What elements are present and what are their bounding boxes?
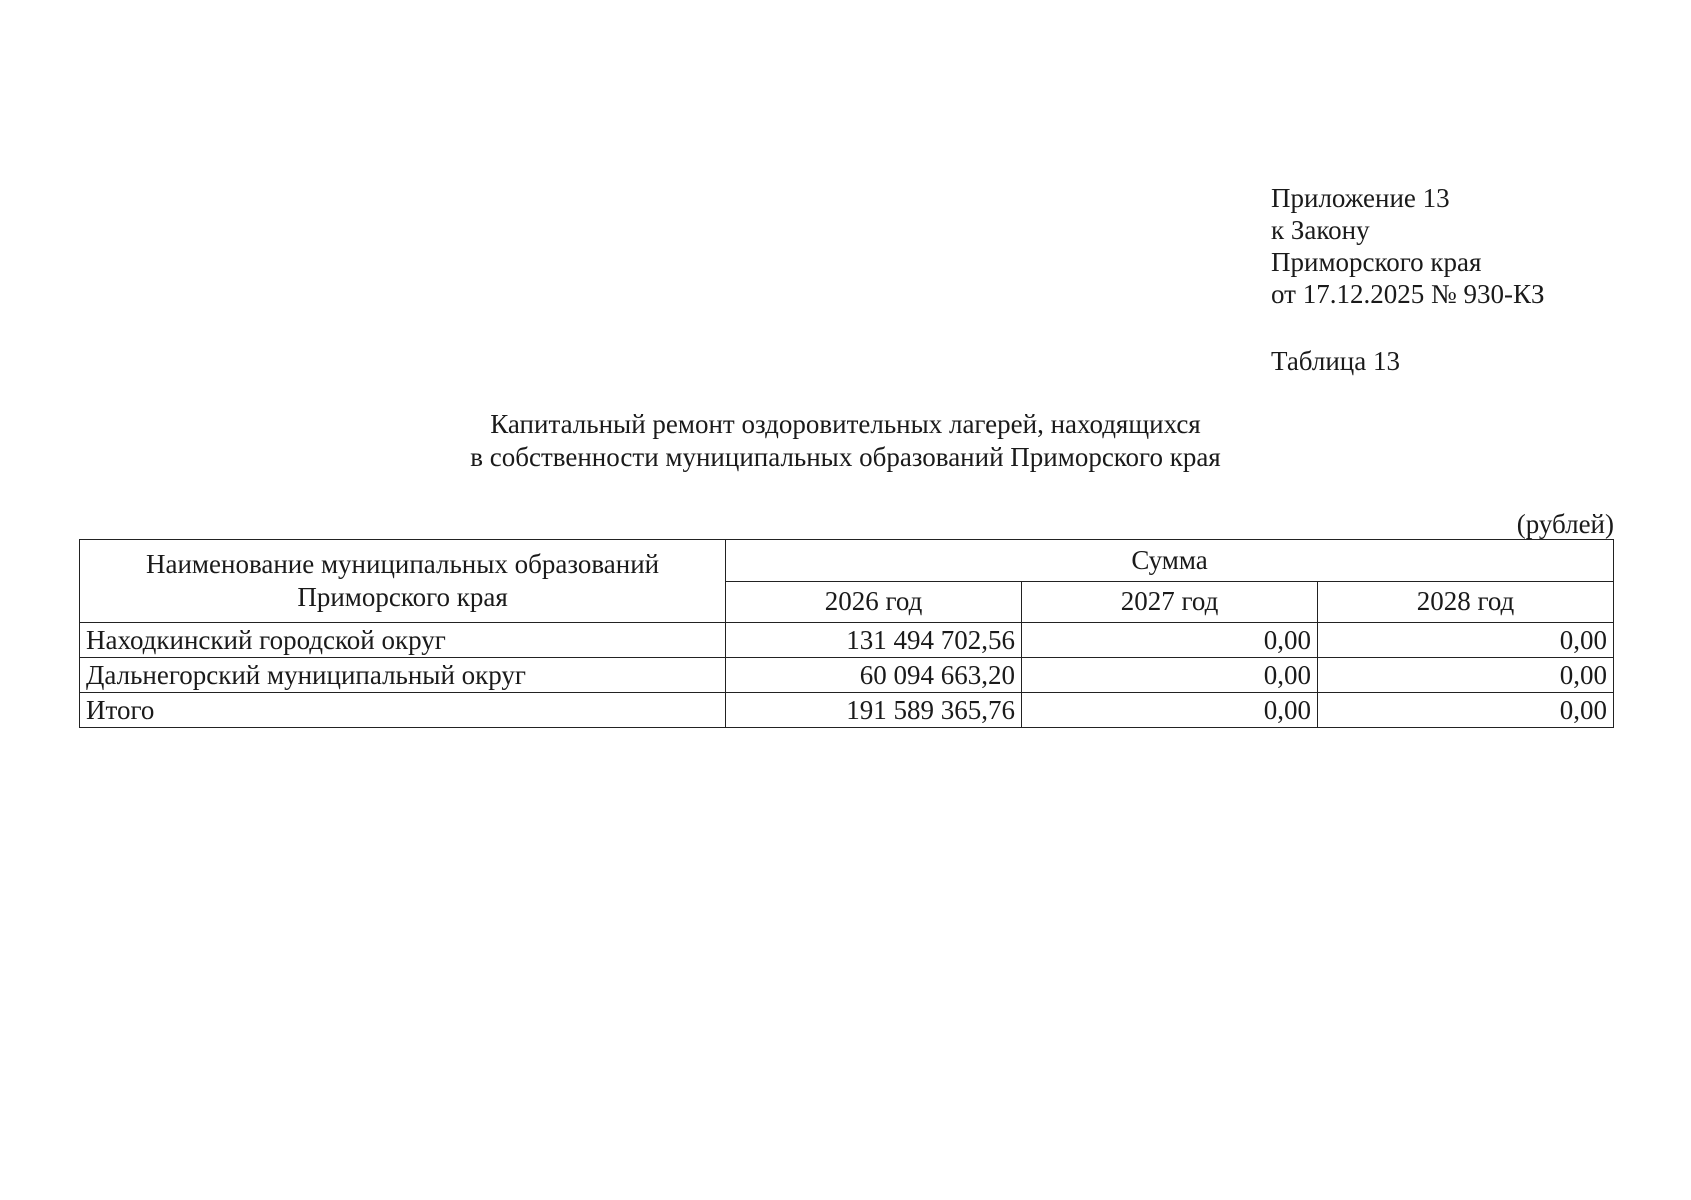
- appendix-line: от 17.12.2025 № 930-КЗ: [1271, 279, 1545, 309]
- table-total-row: [80, 693, 1614, 728]
- appendix-line: Приморского края: [1271, 247, 1482, 277]
- header-year-2028: 2028 год: [1318, 581, 1614, 623]
- appendix-line: Приложение 13: [1271, 183, 1450, 213]
- total-name-cell: Итого: [80, 693, 726, 728]
- table-header-row: [80, 540, 1614, 582]
- title-line-1: Капитальный ремонт оздоровительных лагерей, находящихся: [490, 409, 1201, 439]
- row-name-cell: Находкинский городской округ: [80, 623, 726, 658]
- table-number-label: Таблица 13: [1271, 346, 1400, 376]
- table-row: [80, 623, 1614, 658]
- appendix-block: [1271, 182, 1544, 310]
- row-value-cell: 0,00: [1022, 658, 1318, 693]
- appendix-line: к Закону: [1271, 215, 1370, 245]
- header-sum-cell: Сумма: [726, 540, 1614, 582]
- total-value-cell: 191 589 365,76: [726, 693, 1022, 728]
- units-label: (рублей): [1516, 509, 1614, 539]
- row-value-cell: 131 494 702,56: [726, 623, 1022, 658]
- header-year-2027: 2027 год: [1022, 581, 1318, 623]
- row-value-cell: 0,00: [1022, 623, 1318, 658]
- row-value-cell: 0,00: [1318, 623, 1614, 658]
- total-value-cell: 0,00: [1022, 693, 1318, 728]
- row-name-cell: Дальнегорский муниципальный округ: [80, 658, 726, 693]
- row-value-cell: 0,00: [1318, 658, 1614, 693]
- total-value-cell: 0,00: [1318, 693, 1614, 728]
- table-row: [80, 658, 1614, 693]
- header-year-2026: 2026 год: [726, 581, 1022, 623]
- document-title: [0, 408, 1691, 474]
- row-value-cell: 60 094 663,20: [726, 658, 1022, 693]
- budget-table: [79, 539, 1614, 728]
- header-name-cell: Наименование муниципальных образований Приморского края: [80, 540, 726, 623]
- title-line-2: в собственности муниципальных образований Приморского края: [470, 442, 1221, 472]
